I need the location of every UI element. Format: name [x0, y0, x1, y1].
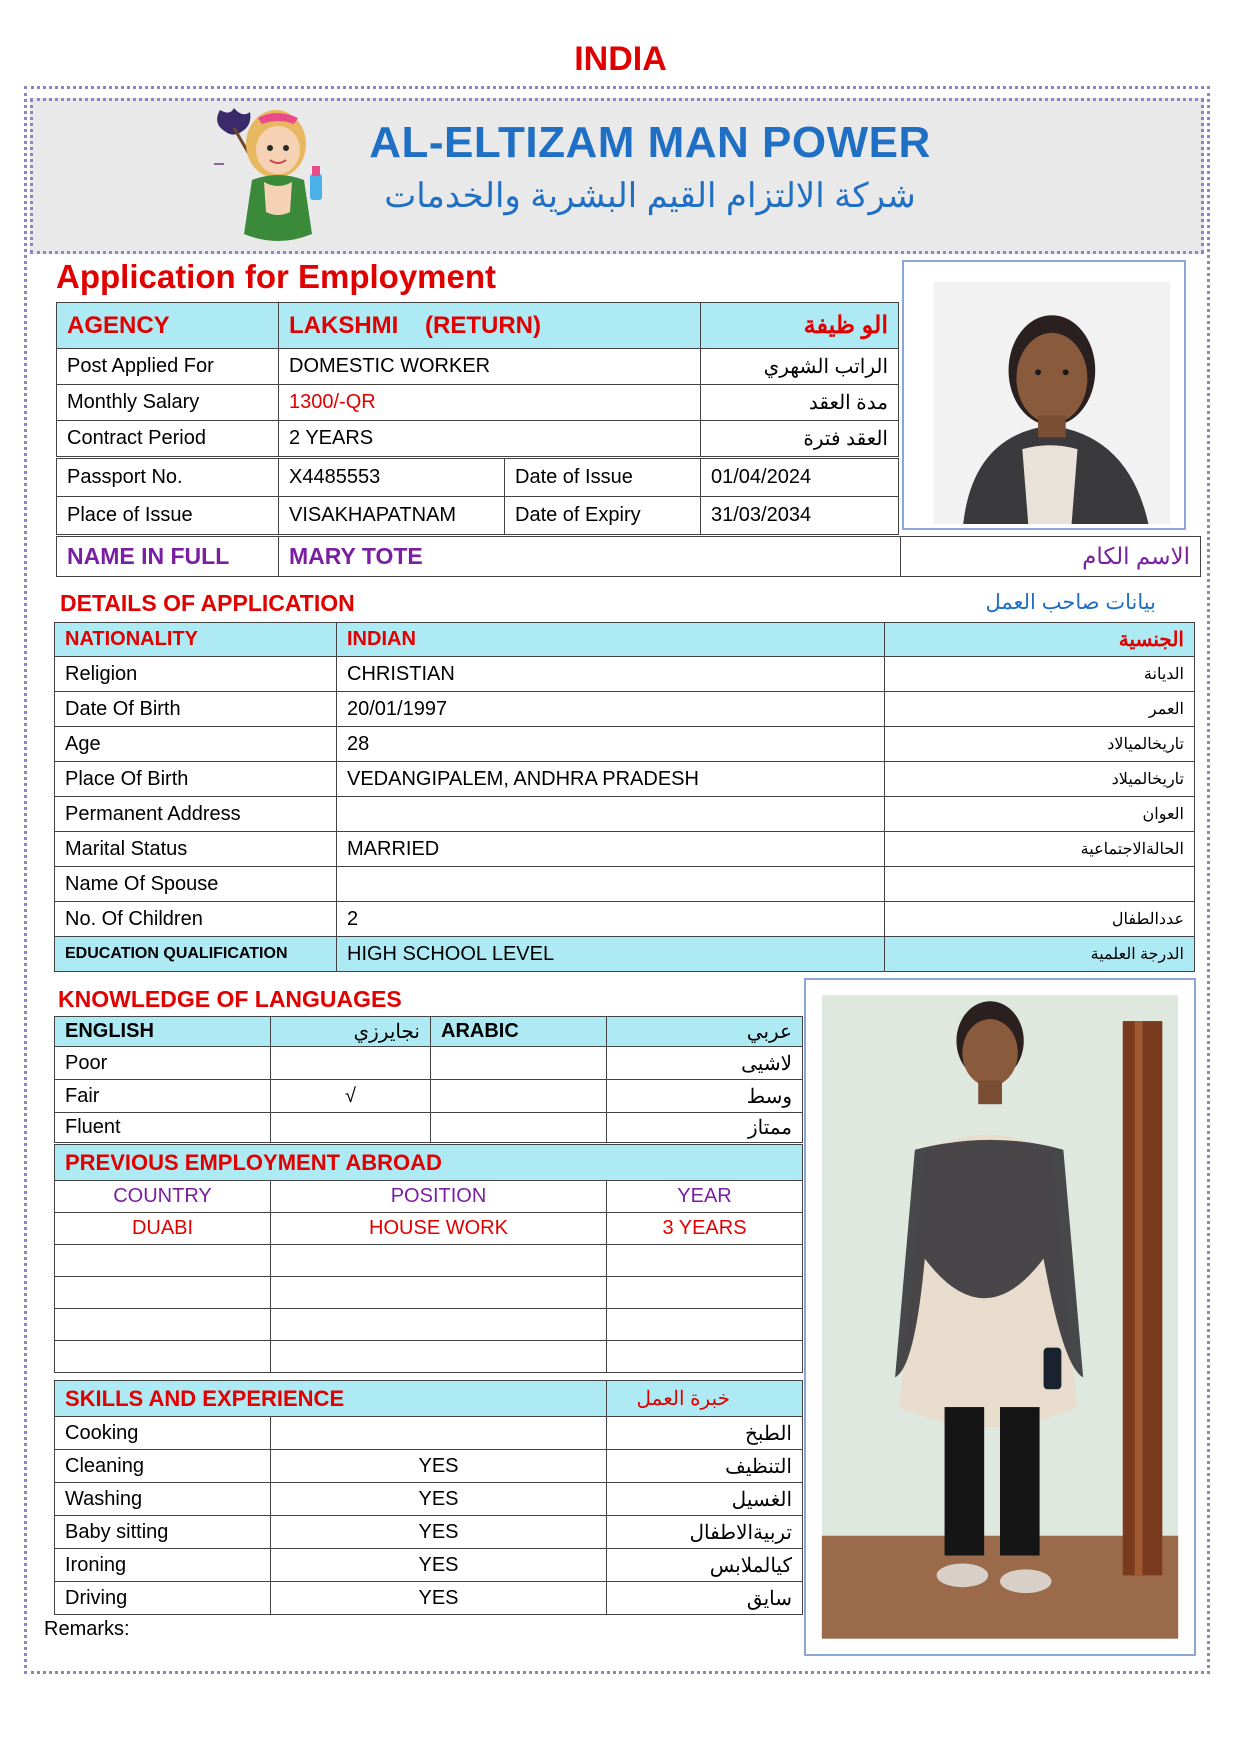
- employment-country: [55, 1309, 271, 1341]
- employment-row: [55, 1309, 803, 1341]
- level-label-arabic: ممتاز: [607, 1113, 803, 1143]
- year-column-header: YEAR: [607, 1181, 803, 1213]
- skill-label: Baby sitting: [55, 1516, 271, 1549]
- passport-row: [57, 459, 899, 497]
- applicant-full-photo: [804, 978, 1196, 1656]
- details-label-arabic: عددالطفال: [885, 902, 1195, 937]
- level-label-arabic: لاشيى: [607, 1047, 803, 1080]
- arabic-level-mark: [431, 1047, 607, 1080]
- post-label-arabic: الراتب الشهري: [701, 349, 899, 385]
- details-row: [55, 797, 1195, 832]
- skill-row: [55, 1483, 803, 1516]
- maid-logo-icon: [206, 104, 338, 250]
- passport-table: [56, 458, 899, 535]
- country-heading: INDIA: [574, 40, 667, 78]
- employment-row: [55, 1341, 803, 1373]
- employment-row: [55, 1213, 803, 1245]
- arabic-level-mark: [431, 1080, 607, 1113]
- skills-table: [54, 1380, 803, 1615]
- languages-section-title: KNOWLEDGE OF LANGUAGES: [58, 986, 402, 1012]
- employment-position: [271, 1341, 607, 1373]
- skill-label-arabic: الطبخ: [607, 1417, 803, 1450]
- salary-value: 1300/-QR: [279, 385, 701, 421]
- employment-table: [54, 1144, 803, 1373]
- skill-label: Cleaning: [55, 1450, 271, 1483]
- details-value: CHRISTIAN: [337, 657, 885, 692]
- issue-date-label: Date of Issue: [505, 459, 701, 497]
- skill-value: [271, 1417, 607, 1450]
- passport-no-value: X4485553: [279, 459, 505, 497]
- details-value: [337, 797, 885, 832]
- nationality-label-arabic: الجنسية: [885, 623, 1195, 657]
- full-name-label: NAME IN FULL: [57, 537, 279, 577]
- details-value: [337, 867, 885, 902]
- nationality-value: INDIAN: [337, 623, 885, 657]
- level-label: Fluent: [55, 1113, 271, 1143]
- english-level-mark: [271, 1113, 431, 1143]
- applicant-portrait-photo: [902, 260, 1186, 530]
- employment-country: [55, 1245, 271, 1277]
- contract-label-arabic: العقد فترة: [701, 421, 899, 457]
- level-label-arabic: وسط: [607, 1080, 803, 1113]
- nationality-row: [55, 623, 1195, 657]
- languages-table: [54, 1016, 803, 1143]
- education-value: HIGH SCHOOL LEVEL: [337, 937, 885, 972]
- details-label: Place Of Birth: [55, 762, 337, 797]
- job-row: [57, 421, 899, 457]
- details-row: [55, 902, 1195, 937]
- details-label: Age: [55, 727, 337, 762]
- full-name-table: [56, 536, 1201, 577]
- details-value: MARRIED: [337, 832, 885, 867]
- contract-label: Contract Period: [57, 421, 279, 457]
- employment-country: DUABI: [55, 1213, 271, 1245]
- skill-row: [55, 1549, 803, 1582]
- details-value: 28: [337, 727, 885, 762]
- details-value: 2: [337, 902, 885, 937]
- full-name-row: [57, 537, 1201, 577]
- language-level-row: [55, 1080, 803, 1113]
- details-row: [55, 727, 1195, 762]
- arabic-header: ARABIC: [431, 1017, 607, 1047]
- full-name-label-arabic: الاسم الكام: [901, 537, 1201, 577]
- employment-country: [55, 1277, 271, 1309]
- english-header: ENGLISH: [55, 1017, 271, 1047]
- skill-value: YES: [271, 1516, 607, 1549]
- details-label: Religion: [55, 657, 337, 692]
- place-of-issue-label: Place of Issue: [57, 497, 279, 535]
- place-of-issue-value: VISAKHAPATNAM: [279, 497, 505, 535]
- details-label: Date Of Birth: [55, 692, 337, 727]
- arabic-header-arabic: عربي: [607, 1017, 803, 1047]
- details-row: [55, 832, 1195, 867]
- skill-label: Washing: [55, 1483, 271, 1516]
- level-label: Fair: [55, 1080, 271, 1113]
- english-level-mark: [271, 1047, 431, 1080]
- skill-label: Driving: [55, 1582, 271, 1615]
- skill-label: Cooking: [55, 1417, 271, 1450]
- expiry-date-label: Date of Expiry: [505, 497, 701, 535]
- education-row: [55, 937, 1195, 972]
- details-label-arabic: [885, 867, 1195, 902]
- skill-label-arabic: سايق: [607, 1582, 803, 1615]
- skill-row: [55, 1582, 803, 1615]
- details-section-title-arabic: بيانات صاحب العمل: [985, 591, 1156, 614]
- details-value: VEDANGIPALEM, ANDHRA PRADESH: [337, 762, 885, 797]
- remarks-label: Remarks:: [44, 1618, 130, 1640]
- post-value: DOMESTIC WORKER: [279, 349, 701, 385]
- employment-year: [607, 1309, 803, 1341]
- details-table: [54, 622, 1195, 972]
- employment-year: [607, 1277, 803, 1309]
- agency-row: [57, 303, 899, 349]
- agency-label: AGENCY: [57, 303, 279, 349]
- details-label: No. Of Children: [55, 902, 337, 937]
- details-row: [55, 762, 1195, 797]
- issue-date-value: 01/04/2024: [701, 459, 899, 497]
- skill-value: YES: [271, 1582, 607, 1615]
- english-level-mark: √: [271, 1080, 431, 1113]
- salary-label: Monthly Salary: [57, 385, 279, 421]
- post-label: Post Applied For: [57, 349, 279, 385]
- skills-section-title-arabic: خبرة العمل: [607, 1381, 803, 1417]
- language-level-row: [55, 1047, 803, 1080]
- skill-label: Ironing: [55, 1549, 271, 1582]
- company-name-arabic: شركة الالتزام القيم البشرية والخدمات: [384, 177, 916, 215]
- skill-row: [55, 1450, 803, 1483]
- skill-row: [55, 1516, 803, 1549]
- employment-row: [55, 1245, 803, 1277]
- job-info-table: [56, 302, 899, 457]
- expiry-date-value: 31/03/2034: [701, 497, 899, 535]
- employment-country: [55, 1341, 271, 1373]
- skill-value: YES: [271, 1549, 607, 1582]
- employment-position: [271, 1309, 607, 1341]
- employment-year: [607, 1341, 803, 1373]
- employment-row: [55, 1277, 803, 1309]
- employment-position: [271, 1245, 607, 1277]
- page-title: Application for Employment: [56, 258, 497, 295]
- education-label-arabic: الدرجة العلمية: [885, 937, 1195, 972]
- position-column-header: POSITION: [271, 1181, 607, 1213]
- details-label-arabic: تاريخالميالاد: [885, 727, 1195, 762]
- details-label: Permanent Address: [55, 797, 337, 832]
- level-label: Poor: [55, 1047, 271, 1080]
- skill-label-arabic: التنظيف: [607, 1450, 803, 1483]
- passport-row: [57, 497, 899, 535]
- employment-position: [271, 1277, 607, 1309]
- skill-label-arabic: كيالملابس: [607, 1549, 803, 1582]
- job-row: [57, 385, 899, 421]
- languages-header-row: [55, 1017, 803, 1047]
- full-name-value: MARY TOTE: [279, 537, 901, 577]
- details-row: [55, 867, 1195, 902]
- employment-title-row: [55, 1145, 803, 1181]
- employment-section-title: PREVIOUS EMPLOYMENT ABROAD: [55, 1145, 803, 1181]
- skill-value: YES: [271, 1483, 607, 1516]
- skills-section-title: SKILLS AND EXPERIENCE: [55, 1381, 607, 1417]
- skill-label-arabic: تربيةالاطفال: [607, 1516, 803, 1549]
- english-header-arabic: نجايرزي: [271, 1017, 431, 1047]
- education-label: EDUCATION QUALIFICATION: [55, 937, 337, 972]
- details-label-arabic: تاريخالميلاد: [885, 762, 1195, 797]
- nationality-label: NATIONALITY: [55, 623, 337, 657]
- arabic-level-mark: [431, 1113, 607, 1143]
- employment-year: [607, 1245, 803, 1277]
- details-label-arabic: العوان: [885, 797, 1195, 832]
- skill-value: YES: [271, 1450, 607, 1483]
- language-level-row: [55, 1113, 803, 1143]
- job-row: [57, 349, 899, 385]
- details-label: Marital Status: [55, 832, 337, 867]
- details-value: 20/01/1997: [337, 692, 885, 727]
- details-row: [55, 657, 1195, 692]
- agency-label-arabic: الو ظيفة: [701, 303, 899, 349]
- details-label-arabic: الحالةالاجتماعية: [885, 832, 1195, 867]
- salary-label-arabic: مدة العقد: [701, 385, 899, 421]
- details-row: [55, 692, 1195, 727]
- passport-no-label: Passport No.: [57, 459, 279, 497]
- skill-label-arabic: الغسيل: [607, 1483, 803, 1516]
- details-label-arabic: الديانة: [885, 657, 1195, 692]
- employment-year: 3 YEARS: [607, 1213, 803, 1245]
- skills-title-row: [55, 1381, 803, 1417]
- contract-value: 2 YEARS: [279, 421, 701, 457]
- company-name-english: AL-ELTIZAM MAN POWER: [369, 118, 931, 167]
- agency-value: LAKSHMI (RETURN): [279, 303, 701, 349]
- employment-position: HOUSE WORK: [271, 1213, 607, 1245]
- details-label-arabic: العمر: [885, 692, 1195, 727]
- employment-header-row: [55, 1181, 803, 1213]
- details-label: Name Of Spouse: [55, 867, 337, 902]
- skill-row: [55, 1417, 803, 1450]
- country-column-header: COUNTRY: [55, 1181, 271, 1213]
- details-section-title: DETAILS OF APPLICATION: [60, 590, 355, 616]
